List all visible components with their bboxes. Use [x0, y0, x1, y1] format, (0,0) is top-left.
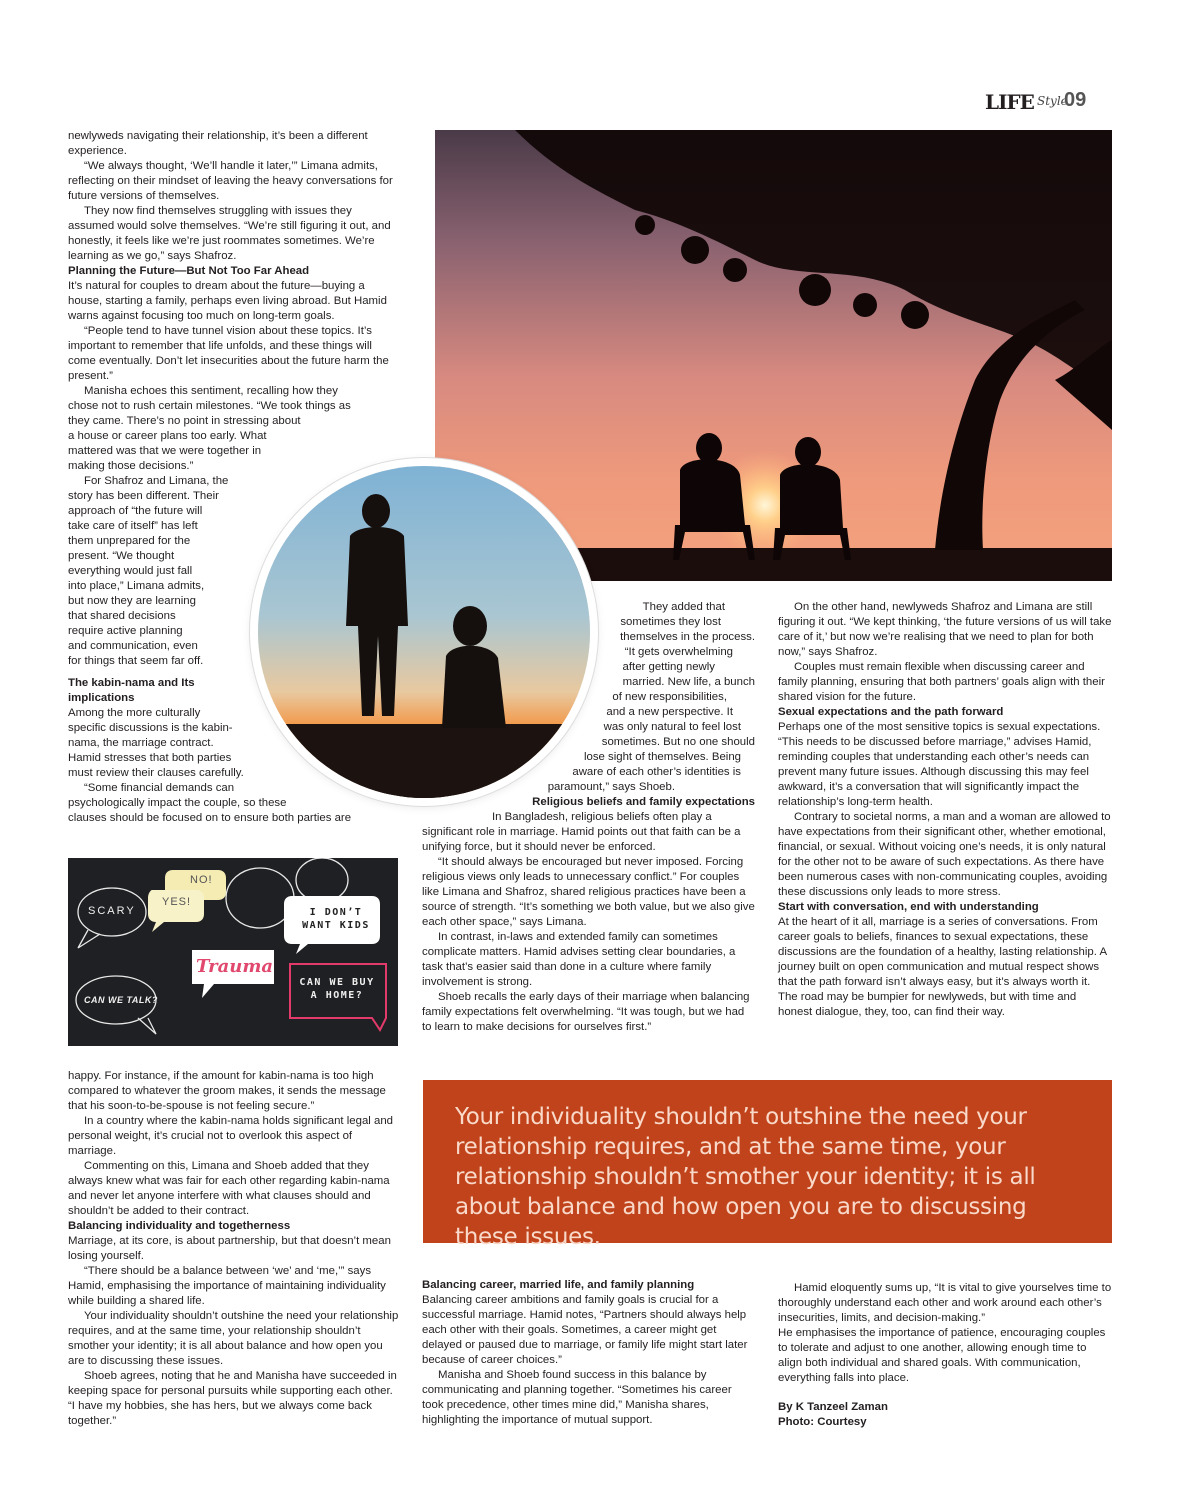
text-line: everything would just fall — [68, 565, 193, 577]
text-line: nama, the marriage contract. — [68, 737, 214, 749]
text-line: For Shafroz and Limana, the — [84, 475, 229, 487]
paragraph: Perhaps one of the most sensitive topics is sexual expectations. “This needs to be discussed before marriage,” advises Hamid, reminding couples that understanding each other’s needs can prevent many future issues. Although discussing this may feel awkward, it’s a conversation that will significantly impact the relationship’s long-term health. — [778, 721, 1101, 808]
text-line: for things that seem far off. — [68, 655, 204, 667]
bubble-talk: CAN WE TALK? — [84, 995, 158, 1005]
text-line: themselves in the process. — [620, 631, 755, 643]
col3-top — [778, 600, 1112, 1020]
bubble-scary: SCARY — [88, 905, 136, 917]
paragraph: happy. For instance, if the amount for kabin-nama is too high compared to whatever the groom makes, it sends the message that his soon-to-be-spouse is not feeling secure.” — [68, 1070, 386, 1112]
text-line: Hamid stresses that both parties — [68, 752, 232, 764]
text-line: require active planning — [68, 625, 183, 637]
text-line: into place,” Limana admits, — [68, 580, 205, 592]
col2-bottom — [422, 1278, 755, 1428]
text-line: The kabin-nama and Its — [68, 677, 195, 689]
text-line: Manisha echoes this sentiment, recalling how they — [84, 385, 338, 397]
brand-sub: Style — [1037, 94, 1068, 108]
speech-bubbles-graphic — [68, 858, 398, 1046]
text-line: “It gets overwhelming — [624, 646, 733, 658]
text-line: after getting newly — [622, 661, 715, 673]
paragraph: In a country where the kabin-nama holds significant legal and personal weight, it’s crucial not to overlook this aspect of marriage. — [68, 1115, 393, 1157]
paragraph: Contrary to societal norms, a man and a woman are allowed to have expectations from their significant other, whether emotional, financial, or sexual. Without voicing one’s needs, it is only natural for the other not to be aware of such expectations. As there have been numerous cases with non-communicating couples, avoiding these discussions only leads to more stress. — [778, 811, 1111, 898]
paragraph: In contrast, in-laws and extended family can sometimes complicate matters. Hamid advises setting clear boundaries, a task that’s easier said than done in a culture where family involvement is strong. — [422, 931, 736, 988]
text-line: story has been different. Their — [68, 490, 219, 502]
page-number: 09 — [1064, 89, 1087, 111]
text-line: specific discussions is the kabin- — [68, 722, 233, 734]
text-line: lose sight of themselves. Being — [583, 751, 741, 763]
text-line: a house or career plans too early. What — [68, 430, 267, 442]
paragraph — [68, 384, 400, 474]
text-line: them unprepared for the — [68, 535, 191, 547]
paragraph: Shoeb agrees, noting that he and Manisha have succeeded in keeping space for personal pursuits while supporting each other. “I have my hobbies, she has hers, but we always come back together.” — [68, 1370, 397, 1427]
paragraph: “There should be a balance between ‘we’ and ‘me,’” says Hamid, emphasising the importance of maintaining individuality while building a shared life. — [68, 1265, 386, 1307]
paragraph: Your individuality shouldn’t outshine the need your relationship requires, and at the same time, your relationship shouldn’t smother your identity; it is all about balance and how open you are to discussing these issues. — [68, 1310, 399, 1367]
paragraph: At the heart of it all, marriage is a series of conversations. From career goals to beliefs, finances to sexual expectations, these discussions are the foundation of a healthy, lasting relationship. A journey built on open communication and mutual respect shows that the path forward isn’t always easy, but it’s always worth it. The road may be bumpier for newlyweds, but with time and honest dialogue, they, too, can find their way. — [778, 916, 1107, 1018]
paragraph: Shoeb recalls the early days of their marriage when balancing family expectations felt overwhelming. “It was tough, but we had to learn to make decisions for ourselves first.” — [422, 991, 750, 1033]
text-line: aware of each other’s identities is — [572, 766, 741, 778]
paragraph: He emphasises the importance of patience, encouraging couples to tolerate and adjust to one another, allowing enough time to align both individual and shared goals. With communication, everything falls into place. — [778, 1327, 1106, 1384]
brand-logo: LIFE — [985, 90, 1034, 114]
col2-top — [422, 600, 755, 1035]
text-line: “Some financial demands can — [84, 782, 235, 794]
paragraph: “It should always be encouraged but never imposed. Forcing religious views only leads to unnecessary conflict.” For couples like Limana and Shafroz, shared religious practices have been a source of strength. “It’s something we both value, but we also give each other space,” says Limana. — [422, 856, 755, 928]
paragraph — [68, 781, 400, 826]
col1-bottom — [68, 1069, 402, 1429]
text-line: married. New life, a bunch — [622, 676, 755, 688]
bubble-trauma: Trauma — [196, 956, 274, 977]
text-line: They added that — [642, 601, 725, 613]
paragraph: It’s natural for couples to dream about the future—buying a house, starting a family, perhaps even living abroad. But Hamid warns against focusing too much on long-term goals. — [68, 280, 387, 322]
paragraph: “We always thought, ‘We’ll handle it later,’” Limana admits, reflecting on their mindset of leaving the heavy conversations for future versions of themselves. — [68, 160, 393, 202]
text-line: they came. There’s no point in stressing about — [68, 415, 301, 427]
paragraph: “People tend to have tunnel vision about these topics. It’s important to remember that life unfolds, and these things will come eventually. Don’t let insecurities about the future harm the present.” — [68, 325, 389, 382]
paragraph: In Bangladesh, religious beliefs often play a significant role in marriage. Hamid points out that faith can be a unifying force, but it should never be enforced. — [422, 811, 741, 853]
text-line: mattered was that we were together in — [68, 445, 262, 457]
section-heading: Religious beliefs and family expectations — [532, 796, 755, 808]
text-line: but now they are learning — [68, 595, 196, 607]
text-line: Among the more culturally — [68, 707, 201, 719]
text-line: of new responsibilities, — [612, 691, 727, 703]
text-line: making those decisions.” — [68, 460, 194, 472]
wrapped-paragraph — [422, 600, 755, 795]
photo-credit: Photo: Courtesy — [778, 1416, 867, 1428]
text-line: paramount,” says Shoeb. — [547, 781, 675, 793]
masthead — [985, 88, 1095, 114]
section-heading: Balancing individuality and togetherness — [68, 1220, 291, 1232]
paragraph: They now find themselves struggling with issues they assumed would solve themselves. “We’re still figuring it out, and honestly, it feels like we’re just roommates sometimes. We’re learning as we go,” says Shafroz. — [68, 205, 391, 262]
bubble-no-kids: I DON’T WANT KIDS — [302, 907, 370, 931]
paragraph: On the other hand, newlyweds Shafroz and Limana are still figuring it out. “We kept thinking, ‘the future versions of us will take care of it,’ but now we’re realising that we need to plan for both now,” says Shafroz. — [778, 601, 1112, 658]
byline: By K Tanzeel Zaman — [778, 1401, 888, 1413]
text-line: take care of itself” has left — [68, 520, 198, 532]
section-heading: Sexual expectations and the path forward — [778, 706, 1004, 718]
paragraph: Marriage, at its core, is about partnership, but that doesn’t mean losing yourself. — [68, 1235, 391, 1262]
section-heading: Start with conversation, end with understanding — [778, 901, 1039, 913]
bubble-home: CAN WE BUY A HOME? — [299, 977, 375, 1001]
text-line: chose not to rush certain milestones. “We took things as — [68, 400, 351, 412]
text-line: was only natural to feel lost — [603, 721, 741, 733]
text-line: sometimes. But no one should — [601, 736, 755, 748]
text-line: clauses should be focused on to ensure both parties are — [68, 812, 352, 824]
bubble-no: NO! — [190, 874, 213, 886]
section-heading: Balancing career, married life, and family planning — [422, 1279, 695, 1291]
pull-quote: Your individuality shouldn’t outshine the need your relationship requires, and at the same time, your relationship shouldn’t smother your identity; it is all about balance and how open you are to discussing these issues. — [455, 1104, 1036, 1250]
paragraph: Couples must remain flexible when discussing career and family planning, ensuring that both partners’ goals align with their shared vision for the future. — [778, 661, 1105, 703]
text-line: approach of “the future will — [68, 505, 203, 517]
paragraph: Balancing career ambitions and family goals is crucial for a successful marriage. Hamid notes, “Partners should always help each other with their goals. Sometimes, a career might get delayed or paused due to marriage, or family life might start later because of career choices.” — [422, 1294, 748, 1366]
bubble-yes: YES! — [162, 896, 192, 908]
text-line: and a new perspective. It — [606, 706, 733, 718]
text-line: implications — [68, 692, 135, 704]
text-line: sometimes they lost — [620, 616, 721, 628]
paragraph: Hamid eloquently sums up, “It is vital to give yourselves time to thoroughly understand each other and work around each other’s insecurities, limits, and decision-making.” — [778, 1282, 1112, 1324]
pull-quote-box — [423, 1080, 1112, 1250]
col3-bottom — [778, 1281, 1112, 1430]
paragraph: Manisha and Shoeb found success in this balance by communicating and planning together. “Sometimes his career took precedence, other times mine did,” Manisha shares, highlighting the importance of mutual support. — [422, 1369, 732, 1426]
text-line: present. “We thought — [68, 550, 175, 562]
text-line: and communication, even — [68, 640, 198, 652]
section-heading: Planning the Future—But Not Too Far Ahead — [68, 265, 310, 277]
paragraph: newlyweds navigating their relationship, it’s been a different experience. — [68, 130, 368, 157]
paragraph: Commenting on this, Limana and Shoeb added that they always knew what was fair for each other regarding kabin-nama and never let anyone interfere with what clauses should and shouldn’t be added to their contract. — [68, 1160, 390, 1217]
text-line: that shared decisions — [68, 610, 176, 622]
text-line: psychologically impact the couple, so these — [68, 797, 287, 809]
text-line: must review their clauses carefully. — [68, 767, 244, 779]
